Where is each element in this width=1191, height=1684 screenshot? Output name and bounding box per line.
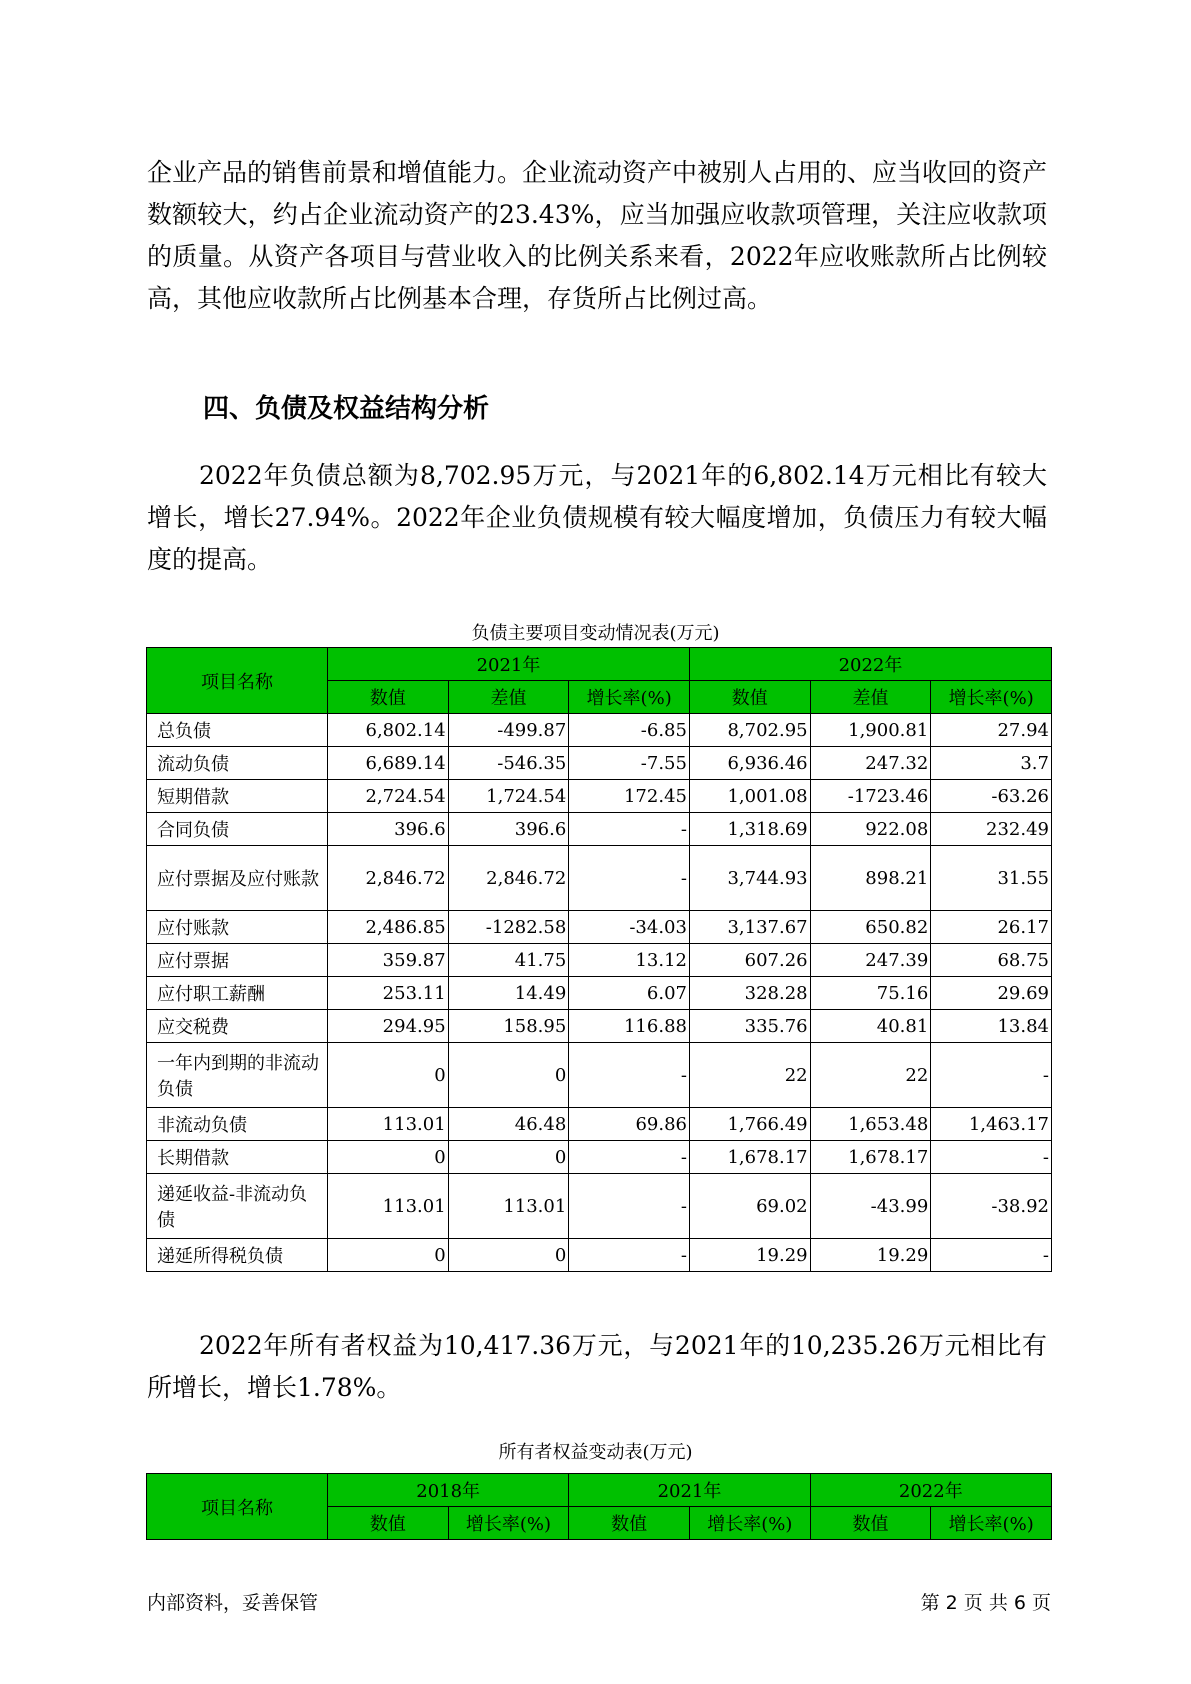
row-label: 一年内到期的非流动负债 — [147, 1043, 328, 1108]
table-row — [147, 1010, 1052, 1043]
row-label: 非流动负债 — [147, 1108, 328, 1141]
cell-value: -499.87 — [448, 714, 569, 747]
body-paragraph: 2022年负债总额为8,702.95万元，与2021年的6,802.14万元相比有较大增长，增长27.94%。2022年企业负债规模有较大幅度增加，负债压力有较大幅度的提高。 — [147, 461, 1047, 574]
cell-value: 1,318.69 — [689, 813, 810, 846]
cell-value: 6,936.46 — [689, 747, 810, 780]
cell-value: 69.02 — [689, 1174, 810, 1239]
cell-value: 0 — [328, 1239, 449, 1272]
cell-value: 294.95 — [328, 1010, 449, 1043]
cell-value: 328.28 — [689, 977, 810, 1010]
column-header: 数值 — [569, 1507, 690, 1540]
table-row — [147, 1174, 1052, 1239]
cell-value: 1,678.17 — [810, 1141, 931, 1174]
cell-value: 3.7 — [931, 747, 1052, 780]
cell-value: -546.35 — [448, 747, 569, 780]
cell-value: 396.6 — [328, 813, 449, 846]
cell-value: -6.85 — [569, 714, 690, 747]
column-header: 数值 — [328, 1507, 449, 1540]
cell-value: 113.01 — [328, 1174, 449, 1239]
cell-value: 41.75 — [448, 944, 569, 977]
cell-value: 8,702.95 — [689, 714, 810, 747]
cell-value: 650.82 — [810, 911, 931, 944]
year-header: 2022年 — [810, 1474, 1051, 1507]
cell-value: 46.48 — [448, 1108, 569, 1141]
column-header: 增长率(%) — [448, 1507, 569, 1540]
table-row — [147, 1043, 1052, 1108]
cell-value: 922.08 — [810, 813, 931, 846]
cell-value: 40.81 — [810, 1010, 931, 1043]
column-header: 增长率(%) — [931, 1507, 1052, 1540]
column-header: 增长率(%) — [931, 681, 1052, 714]
cell-value: 13.12 — [569, 944, 690, 977]
year-header: 2021年 — [569, 1474, 810, 1507]
row-label: 应交税费 — [147, 1010, 328, 1043]
year-header: 2018年 — [328, 1474, 569, 1507]
cell-value: 22 — [689, 1043, 810, 1108]
liabilities-table — [146, 647, 1052, 1272]
cell-value: - — [569, 1174, 690, 1239]
cell-value: 27.94 — [931, 714, 1052, 747]
cell-value: 26.17 — [931, 911, 1052, 944]
year-header: 2021年 — [328, 648, 690, 681]
cell-value: 116.88 — [569, 1010, 690, 1043]
cell-value: - — [931, 1239, 1052, 1272]
cell-value: 19.29 — [689, 1239, 810, 1272]
table-row — [147, 714, 1052, 747]
cell-value: 247.32 — [810, 747, 931, 780]
table-row — [147, 747, 1052, 780]
table-row — [147, 977, 1052, 1010]
cell-value: -38.92 — [931, 1174, 1052, 1239]
cell-value: 1,001.08 — [689, 780, 810, 813]
cell-value: - — [569, 1141, 690, 1174]
cell-value: 6.07 — [569, 977, 690, 1010]
body-paragraph: 企业产品的销售前景和增值能力。企业流动资产中被别人占用的、应当收回的资产数额较大，约占企业流动资产的23.43%，应当加强应收款项管理，关注应收款项的质量。从资产各项目与营业收入的比例关系来看，2022年应收账款所占比例较高，其他应收款所占比例基本合理，存货所占比例过高。 — [147, 158, 1048, 313]
table-row — [147, 911, 1052, 944]
table-caption: 负债主要项目变动情况表(万元) — [471, 623, 720, 644]
cell-value: -1282.58 — [448, 911, 569, 944]
cell-value: 1,678.17 — [689, 1141, 810, 1174]
cell-value: 247.39 — [810, 944, 931, 977]
table-row — [147, 1108, 1052, 1141]
cell-value: - — [569, 813, 690, 846]
row-label: 流动负债 — [147, 747, 328, 780]
column-header: 差值 — [810, 681, 931, 714]
cell-value: 359.87 — [328, 944, 449, 977]
cell-value: 13.84 — [931, 1010, 1052, 1043]
cell-value: 22 — [810, 1043, 931, 1108]
cell-value: 158.95 — [448, 1010, 569, 1043]
cell-value: 2,486.85 — [328, 911, 449, 944]
row-label: 短期借款 — [147, 780, 328, 813]
cell-value: 232.49 — [931, 813, 1052, 846]
item-header: 项目名称 — [147, 648, 328, 714]
table-row — [147, 1239, 1052, 1272]
row-label: 递延所得税负债 — [147, 1239, 328, 1272]
column-header: 数值 — [328, 681, 449, 714]
table-row — [147, 813, 1052, 846]
cell-value: 396.6 — [448, 813, 569, 846]
cell-value: 1,653.48 — [810, 1108, 931, 1141]
cell-value: 14.49 — [448, 977, 569, 1010]
row-label: 合同负债 — [147, 813, 328, 846]
equity-table — [146, 1473, 1052, 1540]
cell-value: 0 — [328, 1141, 449, 1174]
cell-value: 335.76 — [689, 1010, 810, 1043]
table-row — [147, 944, 1052, 977]
cell-value: -43.99 — [810, 1174, 931, 1239]
cell-value: 1,900.81 — [810, 714, 931, 747]
cell-value: 0 — [328, 1043, 449, 1108]
cell-value: 6,802.14 — [328, 714, 449, 747]
cell-value: 0 — [448, 1043, 569, 1108]
cell-value: 69.86 — [569, 1108, 690, 1141]
cell-value: - — [569, 846, 690, 911]
cell-value: 2,724.54 — [328, 780, 449, 813]
table-caption: 所有者权益变动表(万元) — [498, 1442, 693, 1463]
row-label: 应付账款 — [147, 911, 328, 944]
cell-value: -7.55 — [569, 747, 690, 780]
row-label: 应付票据 — [147, 944, 328, 977]
cell-value: 19.29 — [810, 1239, 931, 1272]
cell-value: 113.01 — [328, 1108, 449, 1141]
cell-value: 3,744.93 — [689, 846, 810, 911]
cell-value: 2,846.72 — [448, 846, 569, 911]
section-heading: 四、负债及权益结构分析 — [203, 394, 490, 424]
row-label: 长期借款 — [147, 1141, 328, 1174]
year-header: 2022年 — [689, 648, 1051, 681]
column-header: 数值 — [689, 681, 810, 714]
cell-value: 253.11 — [328, 977, 449, 1010]
cell-value: 1,463.17 — [931, 1108, 1052, 1141]
cell-value: - — [569, 1239, 690, 1272]
cell-value: - — [931, 1043, 1052, 1108]
cell-value: 2,846.72 — [328, 846, 449, 911]
body-paragraph: 2022年所有者权益为10,417.36万元，与2021年的10,235.26万元相比有所增长，增长1.78%。 — [147, 1331, 1047, 1402]
column-header: 增长率(%) — [569, 681, 690, 714]
cell-value: 0 — [448, 1239, 569, 1272]
cell-value: 68.75 — [931, 944, 1052, 977]
cell-value: 113.01 — [448, 1174, 569, 1239]
cell-value: 1,766.49 — [689, 1108, 810, 1141]
item-header: 项目名称 — [147, 1474, 328, 1540]
row-label: 应付票据及应付账款 — [147, 846, 328, 911]
cell-value: - — [931, 1141, 1052, 1174]
row-label: 总负债 — [147, 714, 328, 747]
cell-value: - — [569, 1043, 690, 1108]
row-label: 递延收益-非流动负债 — [147, 1174, 328, 1239]
cell-value: -34.03 — [569, 911, 690, 944]
cell-value: -63.26 — [931, 780, 1052, 813]
cell-value: 1,724.54 — [448, 780, 569, 813]
cell-value: 3,137.67 — [689, 911, 810, 944]
column-header: 增长率(%) — [689, 1507, 810, 1540]
table-row — [147, 780, 1052, 813]
table-row — [147, 1141, 1052, 1174]
page-number: 第 2 页 共 6 页 — [920, 1592, 1051, 1614]
cell-value: 607.26 — [689, 944, 810, 977]
cell-value: 898.21 — [810, 846, 931, 911]
cell-value: 29.69 — [931, 977, 1052, 1010]
column-header: 差值 — [448, 681, 569, 714]
cell-value: 172.45 — [569, 780, 690, 813]
footer-note: 内部资料，妥善保管 — [147, 1592, 319, 1614]
table-row — [147, 846, 1052, 911]
cell-value: -1723.46 — [810, 780, 931, 813]
row-label: 应付职工薪酬 — [147, 977, 328, 1010]
cell-value: 0 — [448, 1141, 569, 1174]
column-header: 数值 — [810, 1507, 931, 1540]
cell-value: 6,689.14 — [328, 747, 449, 780]
cell-value: 31.55 — [931, 846, 1052, 911]
cell-value: 75.16 — [810, 977, 931, 1010]
